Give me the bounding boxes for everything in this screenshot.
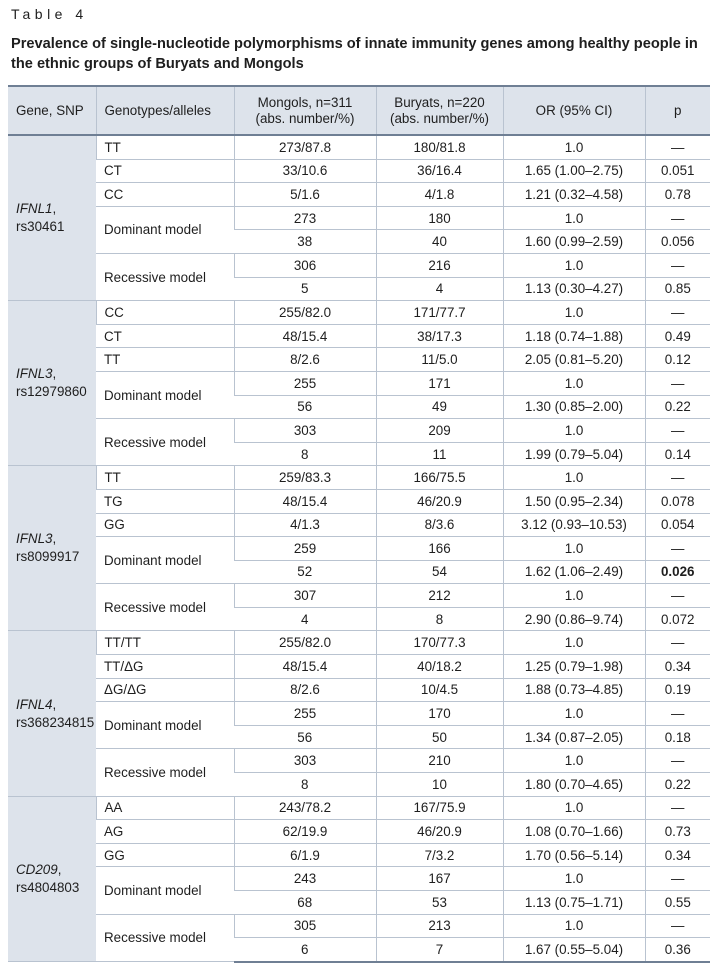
genotype-cell: Dominant model (96, 206, 234, 253)
or-cell: 1.21 (0.32–4.58) (503, 183, 645, 207)
gene-snp-cell (8, 466, 96, 631)
p-cell: 0.55 (645, 891, 710, 915)
genotype-cell: Dominant model (96, 537, 234, 584)
genotype-cell: TT/TT (96, 631, 234, 655)
or-cell: 1.25 (0.79–1.98) (503, 655, 645, 679)
or-cell: 1.0 (503, 206, 645, 230)
snp-id: , rs30461 (16, 201, 65, 235)
table-row (8, 206, 710, 230)
genotype-cell: CC (96, 301, 234, 325)
mongols-cell: 303 (234, 749, 376, 773)
or-cell: 1.0 (503, 914, 645, 938)
buryats-cell: 49 (376, 395, 503, 419)
table-row (8, 584, 710, 608)
genotype-cell: TT (96, 348, 234, 372)
buryats-cell: 216 (376, 253, 503, 277)
p-cell: 0.12 (645, 348, 710, 372)
mongols-cell: 303 (234, 419, 376, 443)
table-row (8, 159, 710, 183)
p-cell: 0.34 (645, 655, 710, 679)
or-cell: 1.0 (503, 537, 645, 561)
mongols-cell: 8 (234, 773, 376, 797)
or-cell: 1.70 (0.56–5.14) (503, 843, 645, 867)
gene-snp-cell (8, 796, 96, 962)
header-buryats (376, 86, 503, 135)
mongols-cell: 56 (234, 725, 376, 749)
buryats-cell: 180/81.8 (376, 135, 503, 159)
buryats-cell: 166/75.5 (376, 466, 503, 490)
or-cell: 1.34 (0.87–2.05) (503, 725, 645, 749)
or-cell: 1.50 (0.95–2.34) (503, 489, 645, 513)
p-cell: — (645, 749, 710, 773)
genotype-cell: Recessive model (96, 584, 234, 631)
genotype-cell: Dominant model (96, 371, 234, 418)
genotype-cell: AG (96, 820, 234, 844)
or-cell: 2.05 (0.81–5.20) (503, 348, 645, 372)
mongols-cell: 4/1.3 (234, 513, 376, 537)
or-cell: 1.0 (503, 584, 645, 608)
mongols-cell: 6 (234, 938, 376, 962)
table-row (8, 419, 710, 443)
gene-name: IFNL3 (16, 366, 53, 382)
mongols-cell: 243 (234, 867, 376, 891)
table-row (8, 301, 710, 325)
p-cell: 0.49 (645, 324, 710, 348)
p-cell: 0.026 (645, 560, 710, 584)
mongols-cell: 68 (234, 891, 376, 915)
mongols-cell: 255 (234, 371, 376, 395)
table-row (8, 253, 710, 277)
or-cell: 3.12 (0.93–10.53) (503, 513, 645, 537)
table-row (8, 796, 710, 820)
or-cell: 1.62 (1.06–2.49) (503, 560, 645, 584)
mongols-cell: 48/15.4 (234, 489, 376, 513)
header-p: p (645, 86, 710, 135)
genotype-cell: GG (96, 843, 234, 867)
genotype-cell: CT (96, 159, 234, 183)
or-cell: 1.0 (503, 466, 645, 490)
buryats-cell: 53 (376, 891, 503, 915)
p-cell: — (645, 914, 710, 938)
table-row (8, 371, 710, 395)
buryats-cell: 10/4.5 (376, 678, 503, 702)
buryats-cell: 166 (376, 537, 503, 561)
or-cell: 1.80 (0.70–4.65) (503, 773, 645, 797)
or-cell: 1.0 (503, 253, 645, 277)
table-row (8, 655, 710, 679)
mongols-cell: 5/1.6 (234, 183, 376, 207)
mongols-cell: 8/2.6 (234, 678, 376, 702)
table-row (8, 820, 710, 844)
or-cell: 1.0 (503, 796, 645, 820)
p-cell: — (645, 584, 710, 608)
genotype-cell: GG (96, 513, 234, 537)
p-cell: 0.056 (645, 230, 710, 254)
buryats-cell: 209 (376, 419, 503, 443)
buryats-cell: 46/20.9 (376, 489, 503, 513)
genotype-cell: Recessive model (96, 914, 234, 962)
genotype-cell: Recessive model (96, 419, 234, 466)
gene-name: IFNL4 (16, 696, 53, 712)
buryats-cell: 212 (376, 584, 503, 608)
table-label: Table 4 (11, 6, 88, 22)
or-cell: 1.0 (503, 702, 645, 726)
buryats-cell: 170 (376, 702, 503, 726)
or-cell: 1.0 (503, 301, 645, 325)
buryats-cell: 213 (376, 914, 503, 938)
p-cell: — (645, 371, 710, 395)
gene-name: CD209 (16, 861, 58, 877)
snp-id: , rs8099917 (16, 531, 80, 565)
p-cell: 0.19 (645, 678, 710, 702)
mongols-cell: 255/82.0 (234, 301, 376, 325)
gene-name: IFNL1 (16, 201, 53, 217)
genotype-cell: Dominant model (96, 702, 234, 749)
mongols-cell: 4 (234, 607, 376, 631)
buryats-cell: 38/17.3 (376, 324, 503, 348)
buryats-cell: 11/5.0 (376, 348, 503, 372)
p-cell: 0.22 (645, 773, 710, 797)
table-row (8, 749, 710, 773)
genotype-cell: Dominant model (96, 867, 234, 914)
p-cell: 0.078 (645, 489, 710, 513)
header-or: OR (95% CI) (503, 86, 645, 135)
mongols-cell: 307 (234, 584, 376, 608)
table-row (8, 348, 710, 372)
p-cell: — (645, 796, 710, 820)
mongols-cell: 305 (234, 914, 376, 938)
or-cell: 1.0 (503, 631, 645, 655)
table-row (8, 678, 710, 702)
buryats-cell: 10 (376, 773, 503, 797)
mongols-cell: 306 (234, 253, 376, 277)
header-gene: Gene, SNP (8, 86, 96, 135)
mongols-cell: 8/2.6 (234, 348, 376, 372)
or-cell: 1.0 (503, 419, 645, 443)
buryats-cell: 171/77.7 (376, 301, 503, 325)
buryats-cell: 4 (376, 277, 503, 301)
header-buryats-line2: (abs. number/%) (390, 110, 489, 126)
gene-snp-cell (8, 301, 96, 466)
p-cell: — (645, 206, 710, 230)
mongols-cell: 243/78.2 (234, 796, 376, 820)
p-cell: — (645, 537, 710, 561)
snp-id: , rs4804803 (16, 861, 80, 895)
mongols-cell: 273/87.8 (234, 135, 376, 159)
p-cell: 0.34 (645, 843, 710, 867)
buryats-cell: 170/77.3 (376, 631, 503, 655)
buryats-cell: 11 (376, 442, 503, 466)
p-cell: 0.36 (645, 938, 710, 962)
or-cell: 1.13 (0.30–4.27) (503, 277, 645, 301)
p-cell: 0.18 (645, 725, 710, 749)
table-row (8, 466, 710, 490)
mongols-cell: 255 (234, 702, 376, 726)
header-mongols-line2: (abs. number/%) (255, 110, 355, 126)
p-cell: 0.072 (645, 607, 710, 631)
mongols-cell: 5 (234, 277, 376, 301)
table-row (8, 135, 710, 159)
buryats-cell: 4/1.8 (376, 183, 503, 207)
or-cell: 1.08 (0.70–1.66) (503, 820, 645, 844)
or-cell: 2.90 (0.86–9.74) (503, 607, 645, 631)
mongols-cell: 62/19.9 (234, 820, 376, 844)
p-cell: 0.051 (645, 159, 710, 183)
snp-id: , rs368234815 (16, 696, 95, 730)
buryats-cell: 50 (376, 725, 503, 749)
or-cell: 1.30 (0.85–2.00) (503, 395, 645, 419)
buryats-cell: 167/75.9 (376, 796, 503, 820)
gene-snp-cell (8, 631, 96, 796)
mongols-cell: 33/10.6 (234, 159, 376, 183)
mongols-cell: 259/83.3 (234, 466, 376, 490)
mongols-cell: 38 (234, 230, 376, 254)
header-buryats-line1: Buryats, n=220 (394, 94, 485, 110)
p-cell: 0.85 (645, 277, 710, 301)
buryats-cell: 171 (376, 371, 503, 395)
or-cell: 1.0 (503, 867, 645, 891)
p-cell: — (645, 253, 710, 277)
p-cell: — (645, 702, 710, 726)
or-cell: 1.67 (0.55–5.04) (503, 938, 645, 962)
table-row (8, 702, 710, 726)
buryats-cell: 36/16.4 (376, 159, 503, 183)
genotype-cell: Recessive model (96, 749, 234, 796)
mongols-cell: 6/1.9 (234, 843, 376, 867)
p-cell: 0.78 (645, 183, 710, 207)
table-row (8, 631, 710, 655)
or-cell: 1.13 (0.75–1.71) (503, 891, 645, 915)
table-row (8, 867, 710, 891)
table-row (8, 843, 710, 867)
or-cell: 1.0 (503, 135, 645, 159)
p-cell: — (645, 419, 710, 443)
table-row (8, 324, 710, 348)
or-cell: 1.60 (0.99–2.59) (503, 230, 645, 254)
p-cell: 0.73 (645, 820, 710, 844)
header-mongols (234, 86, 376, 135)
buryats-cell: 54 (376, 560, 503, 584)
or-cell: 1.0 (503, 371, 645, 395)
genotype-cell: Recessive model (96, 253, 234, 300)
table-row (8, 513, 710, 537)
buryats-cell: 7 (376, 938, 503, 962)
mongols-cell: 255/82.0 (234, 631, 376, 655)
table-row (8, 914, 710, 938)
genotype-cell: AA (96, 796, 234, 820)
mongols-cell: 52 (234, 560, 376, 584)
or-cell: 1.99 (0.79–5.04) (503, 442, 645, 466)
mongols-cell: 273 (234, 206, 376, 230)
header-mongols-line1: Mongols, n=311 (257, 94, 353, 110)
genotype-cell: TT (96, 466, 234, 490)
table-row (8, 183, 710, 207)
mongols-cell: 56 (234, 395, 376, 419)
p-cell: — (645, 631, 710, 655)
p-cell: 0.22 (645, 395, 710, 419)
p-cell: — (645, 301, 710, 325)
genotype-cell: CT (96, 324, 234, 348)
gene-name: IFNL3 (16, 531, 53, 547)
or-cell: 1.18 (0.74–1.88) (503, 324, 645, 348)
buryats-cell: 40 (376, 230, 503, 254)
mongols-cell: 259 (234, 537, 376, 561)
genotype-cell: CC (96, 183, 234, 207)
or-cell: 1.0 (503, 749, 645, 773)
p-cell: — (645, 466, 710, 490)
or-cell: 1.65 (1.00–2.75) (503, 159, 645, 183)
header-genotype: Genotypes/alleles (96, 86, 234, 135)
table-row (8, 489, 710, 513)
buryats-cell: 7/3.2 (376, 843, 503, 867)
header-row (8, 86, 710, 135)
p-cell: 0.14 (645, 442, 710, 466)
genotype-cell: TG (96, 489, 234, 513)
genotype-cell: TT/ΔG (96, 655, 234, 679)
buryats-cell: 40/18.2 (376, 655, 503, 679)
gene-snp-cell (8, 135, 96, 301)
mongols-cell: 48/15.4 (234, 324, 376, 348)
buryats-cell: 167 (376, 867, 503, 891)
buryats-cell: 8 (376, 607, 503, 631)
snp-id: , rs12979860 (16, 366, 87, 400)
mongols-cell: 48/15.4 (234, 655, 376, 679)
buryats-cell: 46/20.9 (376, 820, 503, 844)
p-cell: 0.054 (645, 513, 710, 537)
genotype-cell: ΔG/ΔG (96, 678, 234, 702)
buryats-cell: 180 (376, 206, 503, 230)
genotype-cell: TT (96, 135, 234, 159)
p-cell: — (645, 867, 710, 891)
mongols-cell: 8 (234, 442, 376, 466)
table-body (8, 135, 710, 962)
buryats-cell: 210 (376, 749, 503, 773)
buryats-cell: 8/3.6 (376, 513, 503, 537)
table-row (8, 537, 710, 561)
table-title: Prevalence of single-nucleotide polymorphisms of innate immunity genes among healthy people in the ethnic groups of Buryats and Mongols (11, 36, 698, 72)
or-cell: 1.88 (0.73–4.85) (503, 678, 645, 702)
p-cell: — (645, 135, 710, 159)
snp-table (8, 85, 710, 963)
